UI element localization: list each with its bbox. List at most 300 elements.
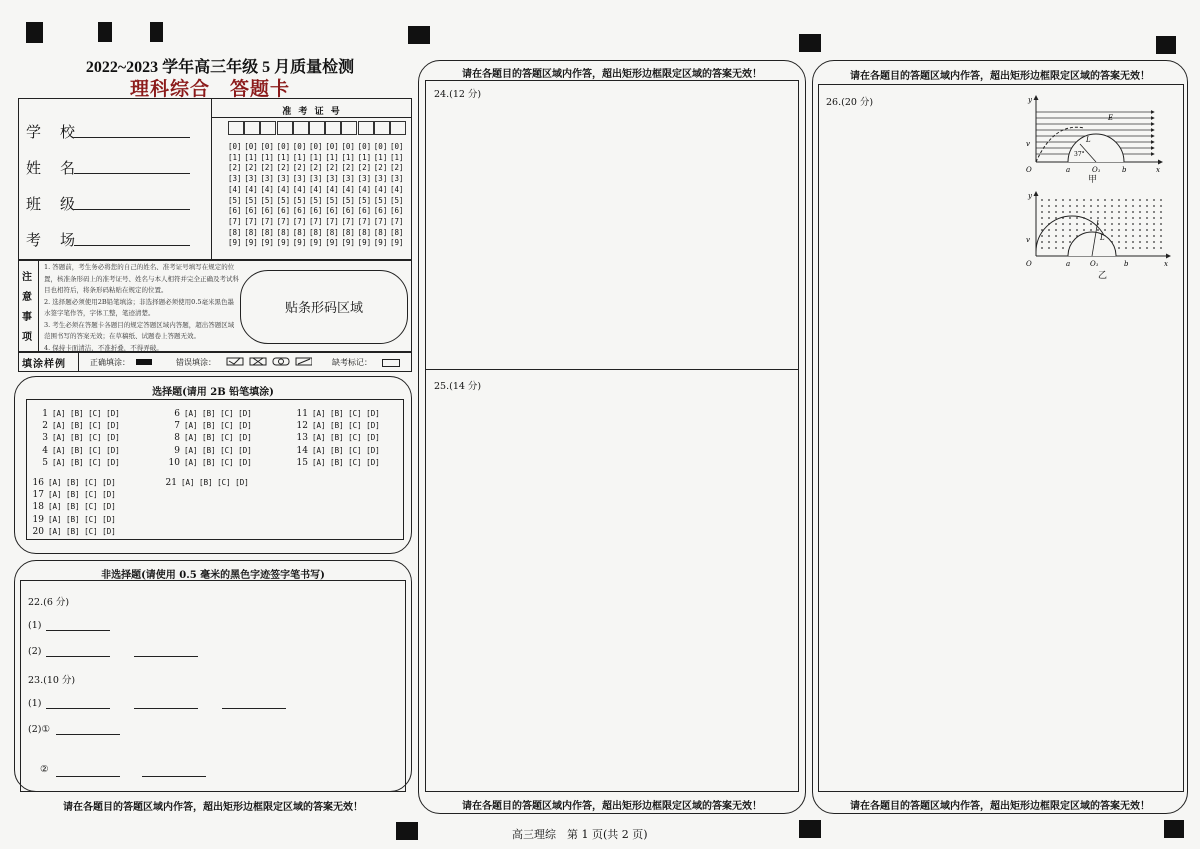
note-item: 3. 考生必须在答题卡各题目的规定答题区域内答题，超出答题区域范围书写的答案无效；在草稿纸、试题卷上答题无效。 [44, 320, 235, 340]
exam-digit-bubble[interactable]: [8] [309, 227, 323, 237]
exam-digit-bubble[interactable]: [6] [292, 206, 307, 216]
field-dot [1132, 205, 1134, 207]
exam-digit-bubble[interactable]: [9] [390, 238, 404, 248]
question-number: 13 [296, 433, 308, 444]
choice-question-row[interactable] [30, 490, 116, 500]
answer-line[interactable] [134, 656, 198, 657]
choice-question-row[interactable] [166, 458, 252, 468]
name-field[interactable] [74, 173, 190, 174]
field-dot [1153, 229, 1155, 231]
exam-digit-bubble[interactable]: [8] [292, 227, 307, 237]
choice-options[interactable]: [A] [B] [C] [D] [312, 445, 380, 455]
question-number: 4 [42, 445, 48, 456]
exam-digit-bubble[interactable]: [6] [309, 206, 323, 216]
warning-text: 请在各题目的答题区域内作答，超出矩形边框限定区域的答案无效！ [63, 802, 363, 813]
field-dot [1146, 223, 1148, 225]
choice-options[interactable]: [A] [B] [C] [D] [312, 421, 380, 431]
exam-digit-bubble[interactable]: [9] [260, 238, 274, 248]
exam-digit-bubble[interactable]: [7] [292, 216, 307, 226]
registration-mark [408, 26, 430, 44]
choice-question-row[interactable] [294, 458, 380, 468]
exam-digit-bubble[interactable]: [5] [390, 195, 404, 205]
exam-digit-bubble[interactable]: [8] [357, 227, 372, 237]
field-dot [1062, 199, 1064, 201]
exam-digit-bubble[interactable]: [4] [309, 184, 323, 194]
fig-label-angle: 37° [1074, 151, 1085, 158]
exam-digit-bubble[interactable]: [2] [325, 163, 339, 173]
choice-question-row[interactable] [34, 433, 120, 443]
exam-digit-bubble[interactable]: [9] [292, 238, 307, 248]
exam-digit-bubble[interactable]: [2] [244, 163, 258, 173]
choice-question-row[interactable] [166, 421, 252, 431]
exam-digit-bubble[interactable]: [5] [373, 195, 388, 205]
q23-part1-label: (1) [28, 698, 42, 709]
exam-digit-bubble[interactable]: [7] [390, 216, 404, 226]
school-field[interactable] [74, 137, 190, 138]
field-dot [1132, 241, 1134, 243]
answer-line[interactable] [56, 734, 120, 735]
field-dot [1160, 205, 1162, 207]
exam-digit-bubble[interactable]: [3] [228, 174, 242, 184]
field-dot [1090, 223, 1092, 225]
field-dot [1111, 235, 1113, 237]
field-dot [1118, 247, 1120, 249]
fig-label-x: x [1164, 260, 1168, 268]
exam-digit-bubble[interactable]: [6] [357, 206, 372, 216]
field-dot [1132, 217, 1134, 219]
exam-number-cell[interactable] [309, 121, 325, 135]
exam-digit-bubble[interactable]: [8] [228, 227, 242, 237]
exam-digit-bubble[interactable]: [3] [260, 174, 274, 184]
exam-digit-bubble[interactable]: [1] [276, 152, 291, 162]
field-dot [1118, 211, 1120, 213]
exam-digit-bubble[interactable]: [0] [390, 142, 404, 151]
exam-number-cell[interactable] [341, 121, 357, 135]
exam-digit-bubble[interactable]: [3] [244, 174, 258, 184]
exam-digit-bubble[interactable]: [9] [309, 238, 323, 248]
fig-label-v: v [1026, 236, 1030, 244]
choice-question-row[interactable] [30, 515, 116, 525]
field-dot [1062, 229, 1064, 231]
exam-number-cell[interactable] [277, 121, 293, 135]
field-dot [1041, 247, 1043, 249]
exam-number-cell[interactable] [390, 121, 406, 135]
field-dot [1076, 205, 1078, 207]
exam-digit-bubble[interactable]: [8] [341, 227, 355, 237]
exam-digit-bubble[interactable]: [0] [260, 142, 274, 151]
choice-question-row[interactable] [166, 446, 252, 456]
fig-label-o: O [1026, 260, 1032, 268]
q24-label: 24.(12 分) [434, 89, 482, 100]
barcode-label: 贴条形码区域 [284, 301, 363, 316]
field-dot [1104, 211, 1106, 213]
exam-digit-bubble[interactable]: [2] [357, 163, 372, 173]
exam-digit-bubble[interactable]: [8] [276, 227, 291, 237]
answer-line[interactable] [56, 776, 120, 777]
exam-digit-bubble[interactable]: [5] [276, 195, 291, 205]
field-dot [1083, 211, 1085, 213]
exam-digit-bubble[interactable]: [7] [260, 216, 274, 226]
choice-question-row[interactable] [166, 409, 252, 419]
field-dot [1104, 199, 1106, 201]
exam-digit-bubble[interactable]: [9] [228, 238, 242, 248]
exam-digit-bubble[interactable]: [5] [260, 195, 274, 205]
field-dot [1090, 205, 1092, 207]
exam-digit-bubble[interactable]: [3] [357, 174, 372, 184]
choice-question-row[interactable] [294, 446, 380, 456]
choice-options[interactable]: [A] [B] [C] [D] [181, 478, 249, 487]
q25-answer-box[interactable] [425, 369, 799, 792]
exam-digit-bubble[interactable]: [6] [373, 206, 388, 216]
field-dot [1132, 199, 1134, 201]
choice-options[interactable]: [A] [B] [C] [D] [52, 457, 120, 467]
choice-question-row[interactable] [163, 478, 249, 488]
choice-options[interactable]: [A] [B] [C] [D] [312, 409, 380, 418]
question-number: 6 [174, 409, 180, 419]
field-dot [1055, 205, 1057, 207]
exam-digit-bubble[interactable]: [1] [357, 152, 372, 162]
field-dot [1146, 217, 1148, 219]
registration-mark [26, 22, 43, 43]
exam-digit-bubble[interactable]: [1] [325, 152, 339, 162]
exam-digit-bubble[interactable]: [7] [276, 216, 291, 226]
exam-digit-bubble[interactable]: [7] [244, 216, 258, 226]
question-number: 8 [174, 433, 180, 444]
exam-digit-bubble[interactable]: [4] [292, 184, 307, 194]
exam-digit-bubble[interactable]: [0] [276, 142, 291, 151]
field-dot [1125, 241, 1127, 243]
exam-number-cell[interactable] [293, 121, 309, 135]
exam-digit-bubble[interactable]: [1] [309, 152, 323, 162]
field-dot [1062, 205, 1064, 207]
q26-label: 26.(20 分) [826, 97, 874, 108]
choice-options[interactable]: [A] [B] [C] [D] [184, 445, 252, 455]
fig-label-o1: O₁ [1092, 166, 1101, 174]
choice-question-row[interactable] [30, 478, 116, 488]
exam-digit-bubble[interactable]: [7] [309, 216, 323, 226]
exam-digit-bubble[interactable]: [1] [244, 152, 258, 162]
exam-digit-bubble[interactable]: [0] [244, 142, 258, 151]
divider [211, 98, 212, 260]
field-dot [1132, 223, 1134, 225]
choice-question-row[interactable] [34, 409, 120, 419]
exam-digit-bubble[interactable]: [5] [309, 195, 323, 205]
field-dot [1153, 247, 1155, 249]
answer-line[interactable] [46, 656, 110, 657]
fig-label-o: O [1026, 166, 1032, 174]
field-dot [1097, 211, 1099, 213]
exam-digit-bubble[interactable]: [7] [228, 216, 242, 226]
field-dot [1062, 247, 1064, 249]
exam-digit-bubble[interactable]: [3] [292, 174, 307, 184]
field-dot [1069, 211, 1071, 213]
field-dot [1146, 247, 1148, 249]
choice-options[interactable]: [A] [B] [C] [D] [48, 526, 116, 536]
exam-digit-bubble[interactable]: [1] [292, 152, 307, 162]
exam-digit-bubble[interactable]: [3] [325, 174, 339, 184]
q24-answer-box[interactable] [425, 80, 799, 370]
warning-text: 请在各题目的答题区域内作答，超出矩形边框限定区域的答案无效！ [462, 69, 762, 80]
exam-digit-bubble[interactable]: [0] [373, 142, 388, 151]
exam-digit-bubble[interactable]: [7] [357, 216, 372, 226]
exam-digit-bubble[interactable]: [0] [228, 142, 242, 151]
choice-options[interactable]: [A] [B] [C] [D] [184, 421, 252, 431]
field-dot [1160, 247, 1162, 249]
exam-digit-bubble[interactable]: [2] [341, 163, 355, 173]
exam-digit-bubble[interactable]: [7] [373, 216, 388, 226]
q23-part2b-label: ② [40, 764, 49, 775]
exam-digit-bubble[interactable]: [7] [341, 216, 355, 226]
question-number: 10 [168, 457, 180, 468]
choice-question-row[interactable] [166, 433, 252, 443]
question-number: 18 [32, 502, 44, 513]
figure-yi [1024, 190, 1174, 270]
choice-options[interactable]: [A] [B] [C] [D] [48, 514, 116, 524]
exam-digit-bubble[interactable]: [3] [276, 174, 291, 184]
choice-options[interactable]: [A] [B] [C] [D] [312, 457, 380, 467]
wrong-fill-marks [226, 356, 312, 368]
exam-number-cell[interactable] [358, 121, 374, 135]
exam-digit-bubble[interactable]: [1] [373, 152, 388, 162]
fig-label-l: L [1100, 234, 1105, 242]
exam-digit-bubble[interactable]: [0] [357, 142, 372, 151]
exam-digit-bubble[interactable]: [4] [325, 184, 339, 194]
exam-digit-bubble[interactable]: [9] [325, 238, 339, 248]
exam-digit-bubble[interactable]: [8] [260, 227, 274, 237]
exam-digit-bubble[interactable]: [4] [260, 184, 274, 194]
warning-bottom-col2 [418, 797, 806, 812]
field-dot [1097, 205, 1099, 207]
exam-number-cell[interactable] [244, 121, 260, 135]
exam-digit-bubble[interactable]: [9] [276, 238, 291, 248]
notes-heading: 注意事项 [22, 272, 32, 343]
choice-options[interactable]: [A] [B] [C] [D] [48, 478, 116, 487]
field-dot [1132, 235, 1134, 237]
exam-digit-bubble[interactable]: [8] [244, 227, 258, 237]
class-field[interactable] [74, 209, 190, 210]
exam-digit-bubble[interactable]: [2] [260, 163, 274, 173]
registration-mark [98, 22, 112, 42]
field-dot [1125, 235, 1127, 237]
field-dot [1069, 199, 1071, 201]
warning-text: 请在各题目的答题区域内作答，超出矩形边框限定区域的答案无效！ [462, 801, 762, 812]
field-dot [1111, 211, 1113, 213]
field-dot [1153, 235, 1155, 237]
choice-options[interactable]: [A] [B] [C] [D] [52, 445, 120, 455]
note-item: 1. 答题前，考生务必将您的自己的姓名、准考证号填写在规定的位置，核准条形码上的准考证号、姓名与本人相符并完全正确及考试科目也相符后，将条形码粘贴在规定的位置。 [44, 263, 239, 294]
question-number: 21 [165, 478, 177, 488]
exam-number-cell[interactable] [325, 121, 341, 135]
exam-digit-bubble[interactable]: [5] [325, 195, 339, 205]
exam-number-cell[interactable] [374, 121, 390, 135]
exam-number-title: 准 考 证 号 [282, 107, 342, 117]
exam-digit-bubble[interactable]: [4] [373, 184, 388, 194]
exam-digit-bubble[interactable]: [5] [357, 195, 372, 205]
choice-question-row[interactable] [294, 433, 380, 443]
field-dot [1146, 229, 1148, 231]
answer-line[interactable] [46, 708, 110, 709]
field-dot [1097, 229, 1099, 231]
q22-part1-label: (1) [28, 620, 42, 631]
exam-digit-bubble[interactable]: [2] [228, 163, 242, 173]
exam-digit-bubble[interactable]: [0] [309, 142, 323, 151]
exam-digit-bubble[interactable]: [1] [260, 152, 274, 162]
choice-options[interactable]: [A] [B] [C] [D] [184, 409, 252, 418]
question-number: 9 [174, 445, 180, 456]
choice-question-row[interactable] [34, 446, 120, 456]
fig-label-b: b [1122, 166, 1127, 174]
exam-digit-bubble[interactable]: [0] [292, 142, 307, 151]
choice-question-row[interactable] [294, 409, 380, 419]
question-number: 19 [32, 514, 44, 525]
exam-digit-bubble[interactable]: [4] [244, 184, 258, 194]
exam-digit-bubble[interactable]: [8] [325, 227, 339, 237]
class-label: 班 级 [26, 195, 78, 213]
exam-number-cell[interactable] [260, 121, 276, 135]
exam-digit-bubble[interactable]: [6] [390, 206, 404, 216]
registration-mark [799, 820, 821, 838]
exam-digit-bubble[interactable]: [5] [244, 195, 258, 205]
name-label: 姓 名 [26, 159, 78, 177]
field-dot [1048, 247, 1050, 249]
exam-digit-bubble[interactable]: [6] [260, 206, 274, 216]
question-number: 1 [42, 409, 48, 419]
field-dot [1132, 211, 1134, 213]
exam-digit-bubble[interactable]: [4] [341, 184, 355, 194]
exam-digit-bubble[interactable]: [2] [390, 163, 404, 173]
field-dot [1111, 217, 1113, 219]
answer-line[interactable] [142, 776, 206, 777]
field-dot [1160, 223, 1162, 225]
exam-digit-bubble[interactable]: [4] [228, 184, 242, 194]
question-number: 16 [32, 478, 44, 488]
exam-digit-bubble[interactable]: [2] [309, 163, 323, 173]
field-dot [1083, 223, 1085, 225]
exam-digit-bubble[interactable]: [6] [276, 206, 291, 216]
question-number: 15 [296, 457, 308, 468]
field-dot [1062, 223, 1064, 225]
choice-options[interactable]: [A] [B] [C] [D] [48, 490, 116, 500]
room-field[interactable] [74, 245, 190, 246]
figure-jia [1024, 92, 1164, 182]
choice-options[interactable]: [A] [B] [C] [D] [52, 409, 120, 418]
field-dot [1139, 223, 1141, 225]
exam-digit-bubble[interactable]: [0] [325, 142, 339, 151]
field-dot [1090, 211, 1092, 213]
exam-digit-bubble[interactable]: [5] [228, 195, 242, 205]
field-dot [1125, 205, 1127, 207]
exam-digit-bubble[interactable]: [8] [373, 227, 388, 237]
exam-digit-bubble[interactable]: [0] [341, 142, 355, 151]
exam-digit-bubble[interactable]: [3] [373, 174, 388, 184]
field-dot [1125, 217, 1127, 219]
barcode-area [240, 270, 408, 344]
exam-digit-bubble[interactable]: [2] [292, 163, 307, 173]
exam-number-cell[interactable] [228, 121, 244, 135]
choice-question-row[interactable] [30, 527, 116, 537]
exam-digit-bubble[interactable]: [3] [390, 174, 404, 184]
exam-digit-bubble[interactable]: [3] [309, 174, 323, 184]
field-dot [1146, 241, 1148, 243]
exam-digit-bubble[interactable]: [5] [292, 195, 307, 205]
exam-digit-bubble[interactable]: [3] [341, 174, 355, 184]
exam-digit-bubble[interactable]: [2] [373, 163, 388, 173]
choice-options[interactable]: [A] [B] [C] [D] [48, 502, 116, 512]
field-dot [1132, 229, 1134, 231]
choice-question-row[interactable] [34, 421, 120, 431]
field-dot [1125, 223, 1127, 225]
choice-options[interactable]: [A] [B] [C] [D] [184, 457, 252, 467]
field-dot [1041, 199, 1043, 201]
field-dot [1055, 229, 1057, 231]
exam-digit-bubble[interactable]: [1] [228, 152, 242, 162]
field-dot [1090, 217, 1092, 219]
answer-line[interactable] [134, 708, 198, 709]
question-number: 17 [32, 490, 44, 501]
choice-options[interactable]: [A] [B] [C] [D] [52, 433, 120, 443]
exam-digit-bubble[interactable]: [5] [341, 195, 355, 205]
school-label: 学 校 [26, 123, 78, 141]
exam-digit-bubble[interactable]: [9] [341, 238, 355, 248]
field-dot [1125, 247, 1127, 249]
exam-digit-bubble[interactable]: [6] [325, 206, 339, 216]
exam-number-title-line [212, 117, 412, 118]
exam-digit-bubble[interactable]: [9] [357, 238, 372, 248]
exam-digit-bubble[interactable]: [1] [341, 152, 355, 162]
exam-digit-bubble[interactable]: [7] [325, 216, 339, 226]
absent-mark-box[interactable] [382, 359, 400, 367]
exam-digit-bubble[interactable]: [4] [390, 184, 404, 194]
field-dot [1076, 211, 1078, 213]
choice-question-row[interactable] [294, 421, 380, 431]
field-dot [1048, 241, 1050, 243]
registration-mark [1156, 36, 1176, 54]
exam-digit-bubble[interactable]: [2] [276, 163, 291, 173]
field-dot [1153, 199, 1155, 201]
choice-options[interactable]: [A] [B] [C] [D] [184, 433, 252, 443]
field-dot [1160, 211, 1162, 213]
field-dot [1055, 247, 1057, 249]
field-dot [1139, 205, 1141, 207]
choice-question-row[interactable] [30, 502, 116, 512]
exam-digit-bubble[interactable]: [9] [244, 238, 258, 248]
nonchoice-section-title: 非选择题(请使用 0.5 毫米的黑色字迹签字笔书写) [101, 570, 325, 581]
exam-digit-bubble[interactable]: [1] [390, 152, 404, 162]
field-dot [1048, 217, 1050, 219]
q23-part2a-label: (2)① [28, 724, 50, 735]
field-dot [1125, 211, 1127, 213]
answer-line[interactable] [46, 630, 110, 631]
question-number: 14 [296, 445, 308, 456]
field-dot [1139, 229, 1141, 231]
field-dot [1069, 229, 1071, 231]
answer-line[interactable] [222, 708, 286, 709]
exam-digit-bubble[interactable]: [4] [357, 184, 372, 194]
exam-digit-bubble[interactable]: [4] [276, 184, 291, 194]
fig-label-y: y [1028, 96, 1032, 104]
field-dot [1055, 235, 1057, 237]
choice-options[interactable]: [A] [B] [C] [D] [52, 421, 120, 431]
choice-question-row[interactable] [34, 458, 120, 468]
field-dot [1118, 199, 1120, 201]
exam-digit-bubble[interactable]: [8] [390, 227, 404, 237]
exam-digit-bubble[interactable]: [6] [228, 206, 242, 216]
exam-digit-bubble[interactable]: [9] [373, 238, 388, 248]
choice-options[interactable]: [A] [B] [C] [D] [312, 433, 380, 443]
field-dot [1160, 217, 1162, 219]
exam-digit-bubble[interactable]: [6] [341, 206, 355, 216]
exam-digit-bubble[interactable]: [6] [244, 206, 258, 216]
